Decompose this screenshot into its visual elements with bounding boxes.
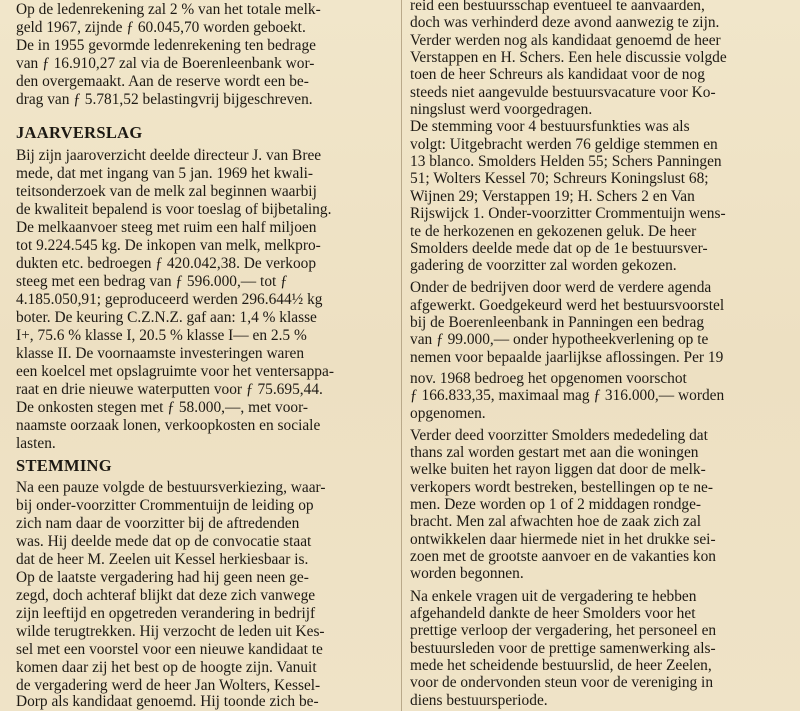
text-line: een koelcel met opslagruimte voor het ventersappa- (16, 363, 334, 380)
text-line: zich nam daar de voorzitter bij de aftredenden (16, 515, 300, 532)
text-line: bestuursleden voor de prettige samenwerking als- (410, 639, 716, 657)
text-line: klasse II. De voornaamste investeringen waren (16, 345, 305, 362)
text-line: Na een pauze volgde de bestuursverkiezing, waar- (16, 479, 326, 496)
text-line: van ƒ 16.910,27 zal via de Boerenleenbank wor- (16, 55, 315, 72)
text-line: van ƒ 99.000,— onder hypotheekverlening op te (410, 331, 709, 349)
text-line: worden begonnen. (410, 565, 524, 583)
text-line: opgenomen. (410, 404, 486, 422)
text-line: De stemming voor 4 bestuursfunkties was als (410, 118, 690, 136)
text-line: Op de ledenrekening zal 2 % van het totale melk- (16, 1, 321, 18)
text-line: De melkaanvoer steeg met ruim een half miljoen (16, 219, 317, 236)
text-line: drag van ƒ 5.781,52 belastingvrij bijgeschreven. (16, 91, 313, 108)
text-line: raat en drie nieuwe waterputten voor ƒ 75.695,44. (16, 381, 323, 398)
text-line: dukten etc. bedroegen ƒ 420.042,38. De verkoop (16, 255, 317, 272)
text-line: Op de laatste vergadering had hij geen neen ge- (16, 569, 309, 586)
text-line: Verstappen en H. Schers. Een hele discussie volgde (410, 49, 727, 66)
text-line: Rijswijck 1. Onder-voorzitter Crommentuijn wens- (410, 205, 726, 223)
text-line: de kwaliteit bepalend is voor toeslag of bijbetaling. (16, 201, 332, 218)
text-line: komen daar zij het best op de hoogte zijn. Vanuit (16, 659, 317, 676)
text-line: ningslust werd voorgedragen. (410, 101, 593, 119)
text-line: diens bestuursperiode. (410, 691, 548, 709)
text-line: De onkosten stegen met ƒ 58.000,—, met voor- (16, 399, 309, 416)
text-line: de vergadering werd de heer Jan Wolters, Kessel- (16, 677, 321, 694)
text-line: wilde terugtrekken. Hij verzocht de leden uit Kes- (16, 623, 325, 640)
text-line: ƒ 166.833,35, maximaal mag ƒ 316.000,— worden (410, 387, 725, 405)
text-line: Na enkele vragen uit de vergadering te hebben (410, 587, 697, 605)
text-line: nemen voor bepaalde jaarlijkse aflossingen. Per 19 (410, 348, 724, 366)
text-line: dat de heer M. Zeelen uit Kessel herkiesbaar is. (16, 551, 309, 568)
text-line: boter. De keuring C.Z.N.Z. gaf aan: 1,4 % klasse (16, 309, 317, 326)
heading-stemming: STEMMING (16, 456, 112, 475)
text-line: zijn leeftijd en opgetreden verandering in bedrijf (16, 605, 316, 622)
text-line: bracht. Men zal afwachten hoe de zaak zich zal (410, 513, 701, 531)
text-line: was. Hij deelde mede dat op de convocatie staat (16, 533, 312, 550)
text-line: Verder deed voorzitter Smolders mededeling dat (410, 426, 708, 444)
text-line: thans zal worden gestart met aan die woningen (410, 444, 699, 461)
text-line: bij de Boerenleenbank in Panningen een bedrag (410, 314, 705, 331)
text-line: bij onder-voorzitter Crommentuijn de leiding op (16, 497, 314, 514)
text-line: zoen met de grootste aanvoer en de vakanties kon (410, 548, 716, 566)
text-line: Smolders deelde mede dat op de 1e bestuursver- (410, 239, 708, 257)
text-line: lasten. (16, 435, 56, 452)
column-divider (401, 0, 402, 711)
text-line: I+, 75.6 % klasse I, 20.5 % klasse I— en 2.5 % (16, 327, 307, 344)
text-line: gadering de voorzitter zal worden gekozen. (410, 257, 677, 275)
text-line: Dorp als kandidaat genoemd. Hij toonde zich be- (16, 693, 319, 710)
text-line: te de herkozenen en gekozenen geluk. De heer (410, 222, 697, 240)
text-line: ontwikkelen daar hiermede niet in het drukke sei- (410, 530, 716, 548)
text-line: Bij zijn jaaroverzicht deelde directeur J. van Bree (16, 147, 322, 164)
text-line: volgt: Uitgebracht werden 76 geldige stemmen en (410, 135, 718, 153)
text-line: mede, dat met ingang van 5 jan. 1969 het kwali- (16, 165, 314, 182)
text-line: reid een bestuursschap eventueel te aanvaarden, (410, 0, 705, 14)
text-line: 4.185.050,91; geproduceerd werden 296.644½ kg (16, 291, 323, 308)
text-line: zegd, doch achteraf blijkt dat deze zich vanwege (16, 587, 316, 604)
text-line: geld 1967, zijnde ƒ 60.045,70 worden geboekt. (16, 19, 306, 36)
text-line: voor de ondervonden steun voor de vereniging in (410, 674, 714, 692)
text-line: steeds niet aangevulde bestuursvacature voor Ko- (410, 83, 716, 101)
text-line: tot 9.224.545 kg. De inkopen van melk, melkpro- (16, 237, 321, 254)
text-line: teitsonderzoek van de melk zal beginnen waarbij (16, 183, 317, 200)
text-line: afgewerkt. Goedgekeurd werd het bestuursvoorstel (410, 296, 725, 314)
text-line: Verder werden nog als kandidaat genoemd de heer (410, 31, 721, 49)
text-line: mede het scheidende bestuurslid, de heer Zeelen, (410, 657, 712, 674)
heading-jaarverslag: JAARVERSLAG (16, 123, 143, 142)
text-line: sel met een voorstel voor een nieuwe kandidaat te (16, 641, 323, 658)
text-line: afgehandeld dankte de heer Smolders voor het (410, 604, 696, 622)
text-line: verkopers wordt bestreken, bestellingen op te ne- (410, 478, 714, 496)
text-line: welke buiten het rayon liggen dat door de melk- (410, 461, 706, 479)
text-line: De in 1955 gevormde ledenrekening ten bedrage (16, 37, 317, 54)
text-line: nov. 1968 bedroeg het opgenomen voorschot (410, 369, 687, 387)
text-line: 51; Wolters Kessel 70; Schreurs Koningslust 68; (410, 170, 709, 188)
text-line: steeg met een bedrag van ƒ 596.000,— tot ƒ (16, 273, 288, 290)
text-line: den overgemaakt. Aan de reserve wordt een be- (16, 73, 309, 90)
text-line: toen de heer Schreurs als kandidaat voor de nog (410, 66, 705, 84)
text-line: Onder de bedrijven door werd de verdere agenda (410, 279, 712, 297)
text-line: naamste oorzaak lonen, verkoopkosten en sociale (16, 417, 321, 434)
text-line: Wijnen 29; Verstappen 19; H. Schers 2 en Van (410, 187, 695, 205)
text-line: men. Deze worden op 1 of 2 middagen rondge- (410, 496, 702, 514)
text-line: 13 blanco. Smolders Helden 55; Schers Panningen (410, 153, 722, 171)
text-line: doch was verhinderd deze avond aanwezig te zijn. (410, 14, 720, 32)
text-line: prettige verloop der vergadering, het personeel en (410, 622, 717, 640)
